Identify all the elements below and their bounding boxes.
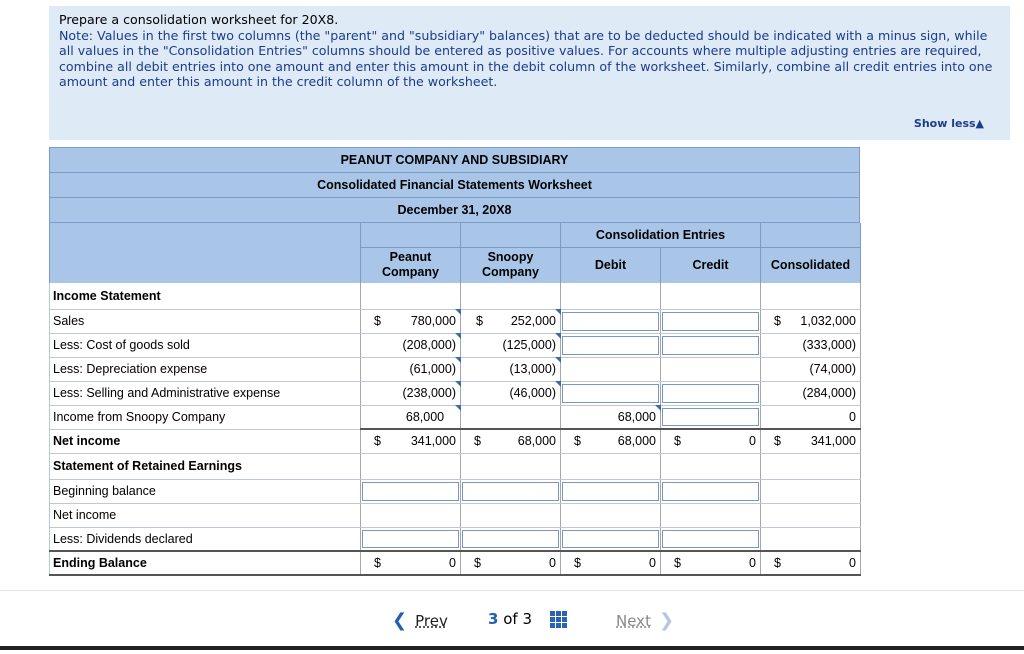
col-header-debit: Debit [561,247,661,283]
currency-symbol: $ [774,314,781,328]
cell-consolidated: $ 0 [761,551,861,575]
input-debit[interactable] [561,309,661,333]
currency-symbol: $ [374,314,381,328]
cell-peanut[interactable]: (238,000) [361,381,461,405]
row-label: Income from Snoopy Company [50,405,361,429]
cell-consolidated [761,503,861,527]
input-credit[interactable] [661,503,761,527]
bottom-bar [0,646,1024,650]
input-debit[interactable] [561,527,661,551]
input-debit[interactable] [561,479,661,503]
currency-symbol: $ [774,556,781,570]
row-label: Net income [50,429,361,453]
cell-peanut[interactable]: $ 780,000 [361,309,461,333]
row-label: Less: Dividends declared [50,527,361,551]
cell-consolidated: $ 1,032,000 [761,309,861,333]
col-header-peanut: Peanut Company [361,247,461,283]
cell-consolidated: 0 [761,405,861,429]
cell-snoopy[interactable]: (13,000) [461,357,561,381]
grid-icon[interactable] [550,611,567,628]
cell-debit: $ 0 [561,551,661,575]
consolidation-worksheet [49,147,860,576]
cell-consolidated [761,527,861,551]
currency-symbol: $ [574,556,581,570]
currency-symbol: $ [574,434,581,449]
row-income-from-snoopy [50,405,861,429]
row-label: Sales [50,309,361,333]
next-button[interactable] [616,610,674,631]
chevron-left-icon: ❮ [392,610,408,631]
chevron-right-icon: ❯ [658,610,675,631]
row-label: Net income [50,503,361,527]
currency-symbol: $ [674,434,681,449]
row-label: Less: Depreciation expense [50,357,361,381]
next-label: Next [616,611,651,630]
show-less-link[interactable]: Show less▲ [913,117,984,131]
pagination [0,590,1024,650]
row-sales [50,309,861,333]
row-sga [50,381,861,405]
cell-peanut: $ 341,000 [361,429,461,453]
col-header-snoopy: Snoopy Company [461,247,561,283]
current-page: 3 [488,610,499,628]
input-credit[interactable] [661,527,761,551]
input-snoopy[interactable] [461,527,561,551]
input-debit[interactable]: 68,000 [561,405,661,429]
currency-symbol: $ [774,434,781,449]
input-snoopy[interactable] [461,479,561,503]
input-credit[interactable] [661,479,761,503]
cell-peanut: $ 0 [361,551,461,575]
input-credit[interactable] [661,405,761,429]
cell-peanut[interactable]: (208,000) [361,333,461,357]
input-debit[interactable] [561,333,661,357]
worksheet-table [49,223,861,576]
input-peanut[interactable] [361,479,461,503]
input-debit[interactable] [561,381,661,405]
cell-credit: $ 0 [661,429,761,453]
currency-symbol: $ [476,314,483,328]
worksheet-title: Consolidated Financial Statements Worksheet [49,173,860,198]
currency-symbol: $ [474,556,481,570]
input-snoopy[interactable] [461,503,561,527]
input-peanut[interactable] [361,503,461,527]
currency-symbol: $ [674,556,681,570]
cell-snoopy[interactable] [461,405,561,429]
row-ending-balance [50,551,861,575]
instructions-heading: Prepare a consolidation worksheet for 20X8. [59,12,339,27]
cell-snoopy[interactable]: $ 252,000 [461,309,561,333]
input-peanut[interactable] [361,527,461,551]
row-cogs [50,333,861,357]
currency-symbol: $ [474,434,481,449]
cell-consolidated: (74,000) [761,357,861,381]
input-credit[interactable] [661,333,761,357]
section-retained-earnings: Statement of Retained Earnings [50,453,361,479]
prev-button[interactable] [392,610,448,631]
input-credit[interactable] [661,357,761,381]
cell-consolidated: (333,000) [761,333,861,357]
cell-snoopy: $ 0 [461,551,561,575]
worksheet-company: PEANUT COMPANY AND SUBSIDIARY [49,147,860,173]
currency-symbol: $ [374,434,381,449]
consolidation-entries-header: Consolidation Entries [561,223,761,247]
row-beginning-balance [50,479,861,503]
section-income-statement: Income Statement [50,283,361,309]
row-depreciation [50,357,861,381]
row-label: Ending Balance [50,551,361,575]
prev-label: Prev [415,611,448,630]
cell-snoopy[interactable]: (125,000) [461,333,561,357]
cell-debit: $ 68,000 [561,429,661,453]
row-dividends [50,527,861,551]
row-label: Less: Selling and Administrative expense [50,381,361,405]
page-indicator[interactable] [488,610,567,628]
currency-symbol: $ [374,556,381,570]
cell-snoopy[interactable]: (46,000) [461,381,561,405]
instructions-panel [49,6,1010,140]
col-header-credit: Credit [661,247,761,283]
input-debit[interactable] [561,357,661,381]
col-header-consolidated: Consolidated [761,247,861,283]
row-re-net-income [50,503,861,527]
row-net-income [50,429,861,453]
instructions-note: Note: Values in the first two columns (the "parent" and "subsidiary" balances) that are to be deducted should be indicated with a minus sign, while all values in the "Consolidation Entries" columns should be entered as positive values. For accounts where multiple adjusting entries are required, combine all debit entries into one amount and enter this amount in the debit column of the worksheet. Similarly, combine all credit entries into one amount and enter this amount in the credit column of the worksheet. [59,27,993,90]
cell-peanut[interactable]: (61,000) [361,357,461,381]
cell-consolidated: (284,000) [761,381,861,405]
cell-consolidated [761,479,861,503]
cell-credit: $ 0 [661,551,761,575]
page-total: of 3 [503,610,532,628]
row-label: Less: Cost of goods sold [50,333,361,357]
input-debit[interactable] [561,503,661,527]
cell-peanut[interactable]: 68,000 [361,405,461,429]
input-credit[interactable] [661,381,761,405]
input-credit[interactable] [661,309,761,333]
worksheet-date: December 31, 20X8 [49,198,860,223]
cell-snoopy: $ 68,000 [461,429,561,453]
cell-consolidated: $ 341,000 [761,429,861,453]
row-label: Beginning balance [50,479,361,503]
